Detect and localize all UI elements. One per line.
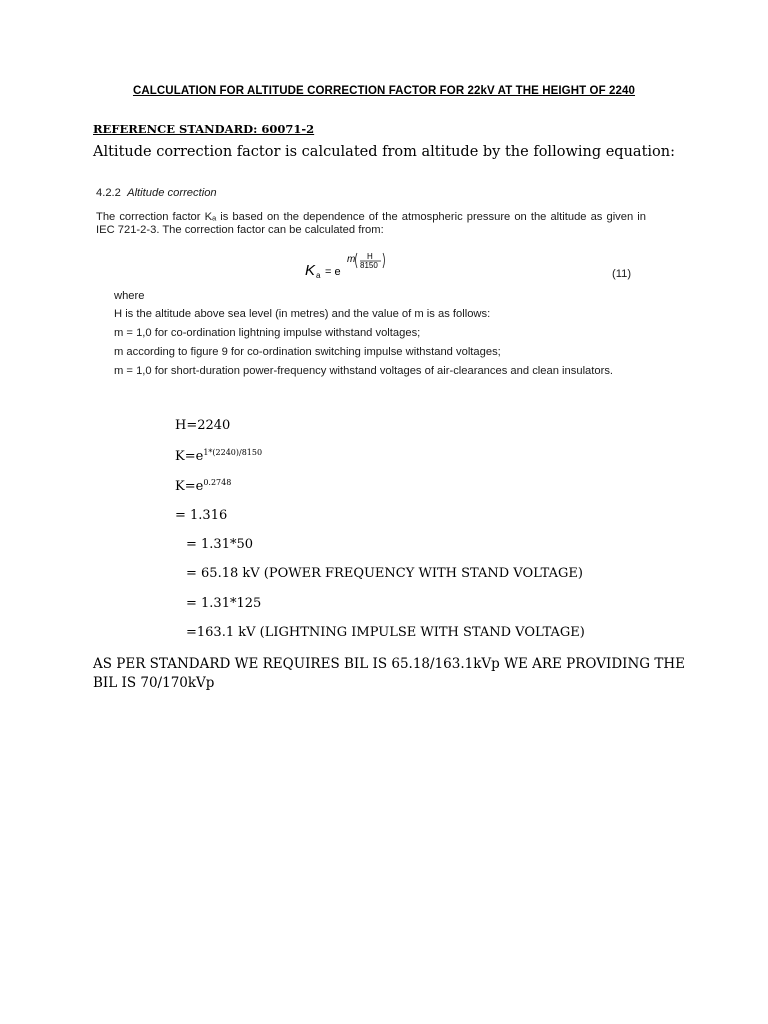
intro-text: Altitude correction factor is calculated from altitude by the following equation: [93, 144, 675, 160]
calc-k-base: K=e [175, 449, 204, 464]
calc-li-result: =163.1 kV (LIGHTNING IMPULSE WITH STAND VOLTAGE) [186, 625, 585, 640]
definition-line: m according to figure 9 for co-ordination switching impulse withstand voltages; [114, 346, 501, 358]
excerpt-paragraph: The correction factor Kₐ is based on the dependence of the atmospheric pressure on the altitude as given in IEC 721-2-3. The correction factor can be calculated from: [96, 211, 646, 236]
formula-right-paren [383, 253, 385, 268]
calc-k2-base: K=e [175, 479, 204, 494]
reference-standard: REFERENCE STANDARD: 60071-2 [93, 122, 315, 136]
calc-pf-result: = 65.18 kV (POWER FREQUENCY WITH STAND VOLTAGE) [186, 566, 583, 581]
altitude-formula [305, 251, 425, 281]
calc-h-value: H=2240 [175, 418, 231, 433]
definition-line: m = 1,0 for co-ordination lightning impulse withstand voltages; [114, 327, 421, 339]
equation-number: (11) [612, 268, 632, 280]
formula-lhs-sub: a [316, 271, 321, 280]
formula-lhs: K [305, 262, 316, 279]
calc-k-simplified [175, 478, 231, 494]
definition-line: m = 1,0 for short-duration power-frequency withstand voltages of air-clearances and clean insulators. [114, 365, 614, 377]
document-title: CALCULATION FOR ALTITUDE CORRECTION FACTOR FOR 22kV AT THE HEIGHT OF 2240 [132, 85, 636, 97]
formula-equals: = e [325, 266, 341, 278]
definition-line: H is the altitude above sea level (in metres) and the value of m is as follows: [114, 308, 491, 320]
excerpt-heading [96, 187, 217, 199]
formula-frac-den: 8150 [360, 261, 378, 270]
conclusion-text: AS PER STANDARD WE REQUIRES BIL IS 65.18/163.1kVp WE ARE PROVIDING THE BIL IS 70/170kVp [93, 656, 685, 691]
where-label: where [114, 290, 145, 302]
calc-result: = 1.316 [175, 508, 228, 523]
section-title: Altitude correction [127, 187, 217, 199]
formula-left-paren [356, 253, 358, 268]
formula-exp-m: m [347, 254, 356, 265]
calc-k2-exponent: 0.2748 [203, 478, 232, 487]
formula-frac-num: H [367, 252, 373, 261]
calc-li-multiplication: = 1.31*125 [186, 596, 262, 611]
calc-k-expression [175, 448, 262, 464]
standard-excerpt [96, 185, 648, 395]
calc-k-exponent: 1*(2240)/8150 [203, 448, 263, 457]
calc-pf-multiplication: = 1.31*50 [186, 537, 254, 552]
section-number: 4.2.2 [96, 187, 121, 199]
